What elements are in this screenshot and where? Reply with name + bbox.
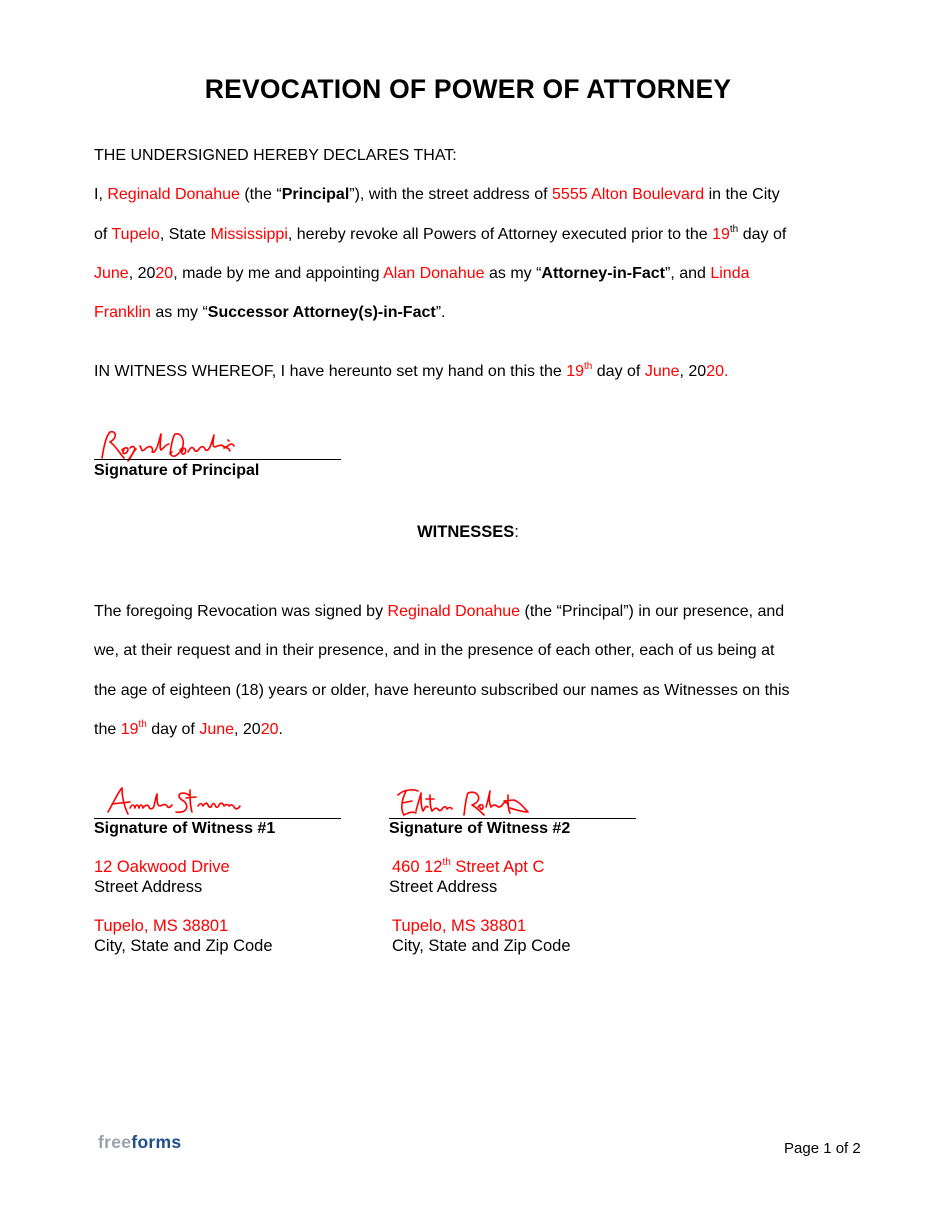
witness-paragraph-year-prefix: 20	[242, 721, 261, 738]
successor-last-name: Franklin	[94, 304, 151, 321]
principal-state: Mississippi	[210, 226, 288, 243]
witness2-signature-line	[389, 818, 636, 819]
prior-day: 19	[712, 226, 730, 243]
witness-paragraph-month: June	[199, 721, 235, 738]
prior-day-suffix: th	[729, 223, 739, 235]
principal-paragraph-line-1: I, Reginald Donahue (the “Principal”), with the street address of 5555 Alton Boulevard in the City	[94, 186, 780, 203]
witness-paragraph-line-2: we, at their request and in their presence, and in the presence of each other, each of us being at	[94, 642, 775, 659]
witness2-city-state-zip: Tupelo, MS 38801	[392, 917, 527, 935]
witnesses-heading: WITNESSES:	[417, 523, 519, 541]
witness2-city-label: City, State and Zip Code	[392, 937, 571, 955]
principal-paragraph-line-4: Franklin as my “Successor Attorney(s)-in-Fact”.	[94, 304, 446, 321]
witness-day-suffix: th	[583, 360, 593, 372]
in-witness-line: IN WITNESS WHEREOF, I have hereunto set my hand on this the 19th day of June, 2020.	[94, 360, 729, 380]
principal-name: Reginald Donahue	[107, 186, 240, 203]
attorney-name: Alan Donahue	[383, 265, 485, 282]
prior-year-prefix: 20	[137, 265, 156, 282]
witness1-city-state-zip: Tupelo, MS 38801	[94, 917, 229, 935]
successor-first-name: Linda	[710, 265, 750, 282]
foregoing-principal-name: Reginald Donahue	[387, 603, 521, 620]
witness2-street-label: Street Address	[389, 878, 498, 896]
principal-signature-label: Signature of Principal	[94, 462, 260, 479]
successor-label: Successor Attorney(s)-in-Fact	[207, 304, 436, 321]
witness-month: June	[644, 363, 680, 380]
witness1-signature-label: Signature of Witness #1	[94, 820, 276, 837]
principal-label: Principal	[281, 186, 350, 203]
witness-paragraph-day-suffix: th	[138, 718, 147, 730]
prior-month: June	[94, 265, 129, 282]
attorney-label: Attorney-in-Fact	[541, 265, 665, 282]
witness-paragraph-day: 19	[120, 721, 139, 738]
principal-paragraph-line-3: June, 2020, made by me and appointing Alan Donahue as my “Attorney-in-Fact”, and Linda	[94, 265, 750, 282]
document-title: REVOCATION OF POWER OF ATTORNEY	[204, 74, 732, 104]
witness-year-prefix: 20	[688, 363, 707, 380]
witness-paragraph-line-3: the age of eighteen (18) years or older, have hereunto subscribed our names as Witnesses on this	[94, 682, 790, 699]
intro-line: THE UNDERSIGNED HEREBY DECLARES THAT:	[94, 147, 457, 164]
witness-paragraph-line-1: The foregoing Revocation was signed by Reginald Donahue (the “Principal”) in our presence, and	[94, 603, 785, 620]
witness-day: 19	[566, 363, 584, 380]
witness-paragraph-line-4: the 19th day of June, 2020.	[94, 718, 283, 738]
freeforms-logo: freeforms	[98, 1132, 182, 1152]
prior-year-suffix: 20	[155, 265, 174, 282]
witness2-signature-label: Signature of Witness #2	[389, 820, 571, 837]
page-number: Page 1 of 2	[784, 1140, 861, 1157]
witness-year-suffix: 20.	[706, 363, 729, 380]
witness1-street: 12 Oakwood Drive	[94, 858, 230, 876]
principal-paragraph-line-2: of Tupelo, State Mississippi, hereby revoke all Powers of Attorney executed prior to the 19th day of	[94, 223, 787, 243]
witness2-signature	[392, 783, 552, 823]
principal-city: Tupelo	[111, 226, 160, 243]
witness1-city-label: City, State and Zip Code	[94, 937, 273, 955]
principal-signature-line	[94, 459, 341, 460]
witness2-street: 460 12th Street Apt C	[392, 856, 545, 876]
principal-street-address: 5555 Alton Boulevard	[552, 186, 705, 203]
witness-paragraph-year-suffix: 20	[260, 721, 279, 738]
witness1-signature-line	[94, 818, 341, 819]
witness1-street-label: Street Address	[94, 878, 203, 896]
witness1-signature	[104, 782, 264, 822]
